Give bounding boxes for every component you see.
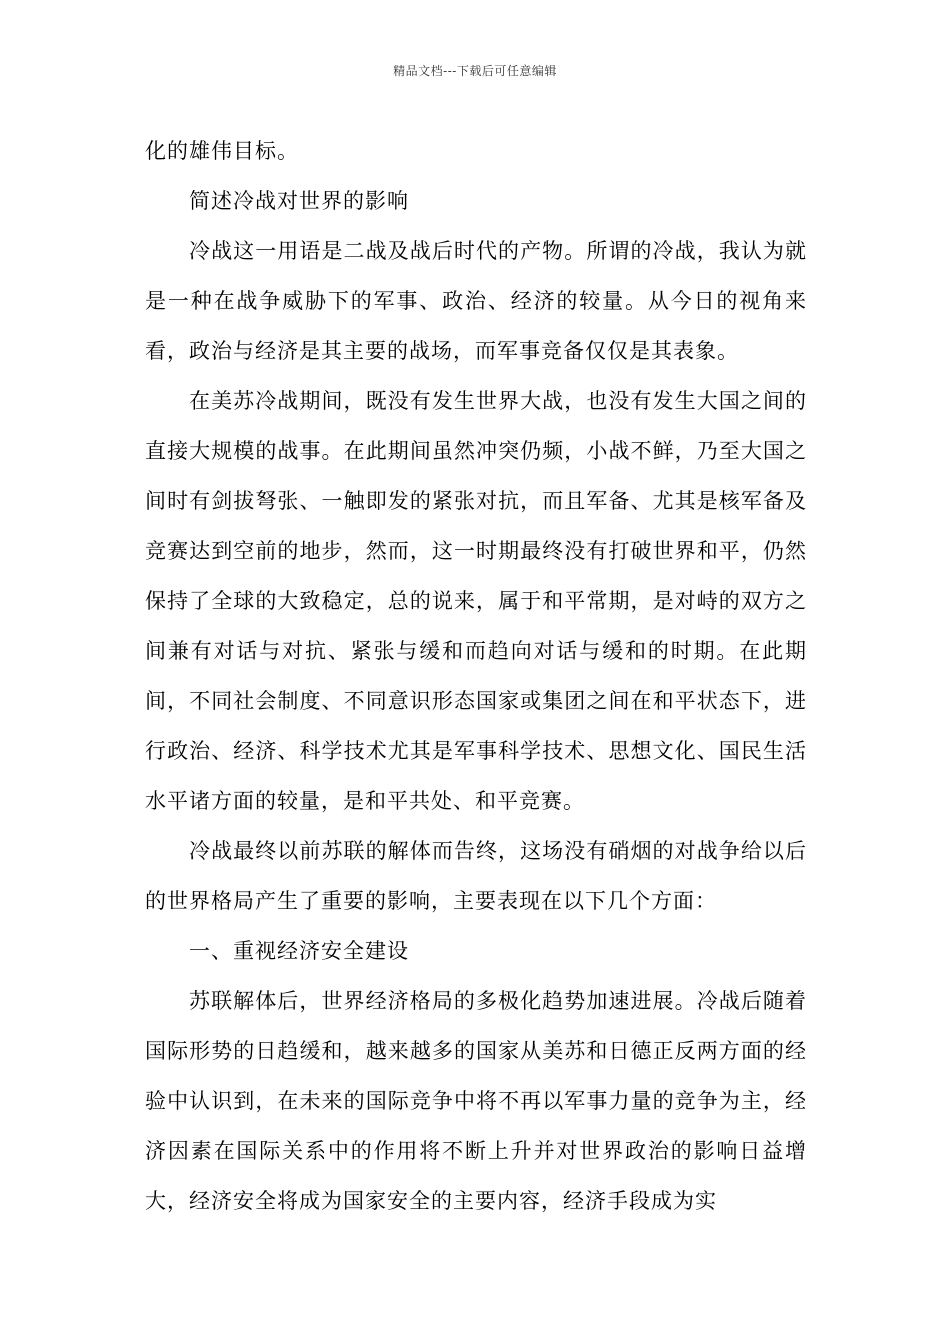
- section-title: 简述冷战对世界的影响: [189, 189, 409, 213]
- paragraph: 冷战最终以前苏联的解体而告终，这场没有硝烟的对战争给以后的世界格局产生了重要的影响，主要表现在以下几个方面：: [145, 839, 807, 913]
- page-header: 精品文档---下载后可任意编辑: [393, 64, 557, 78]
- subsection-heading: 一、重视经济安全建设: [189, 939, 409, 963]
- paragraph: 苏联解体后，世界经济格局的多极化趋势加速进展。冷战后随着国际形势的日趋缓和，越来越多的国家从美苏和日德正反两方面的经验中认识到，在未来的国际竞争中将不再以军事力量的竞争为主，经济因素在国际关系中的作用将不断上升并对世界政治的影响日益增大，经济安全将成为国家安全的主要内容，经济手段成为实: [145, 989, 807, 1213]
- paragraph-continuation: 化的雄伟目标。: [145, 139, 299, 163]
- paragraph: 在美苏冷战期间，既没有发生世界大战，也没有发生大国之间的直接大规模的战事。在此期间虽然冲突仍频，小战不鲜，乃至大国之间时有剑拔弩张、一触即发的紧张对抗，而且军备、尤其是核军备及竞赛达到空前的地步，然而，这一时期最终没有打破世界和平，仍然保持了全球的大致稳定，总的说来，属于和平常期，是对峙的双方之间兼有对话与对抗、紧张与缓和而趋向对话与缓和的时期。在此期间，不同社会制度、不同意识形态国家或集团之间在和平状态下，进行政治、经济、科学技术尤其是军事科学技术、思想文化、国民生活水平诸方面的较量，是和平共处、和平竞赛。: [145, 389, 807, 813]
- paragraph: 冷战这一用语是二战及战后时代的产物。所谓的冷战，我认为就是一种在战争威胁下的军事、政治、经济的较量。从今日的视角来看，政治与经济是其主要的战场，而军事竞备仅仅是其表象。: [145, 239, 807, 363]
- document-body: [145, 126, 807, 1226]
